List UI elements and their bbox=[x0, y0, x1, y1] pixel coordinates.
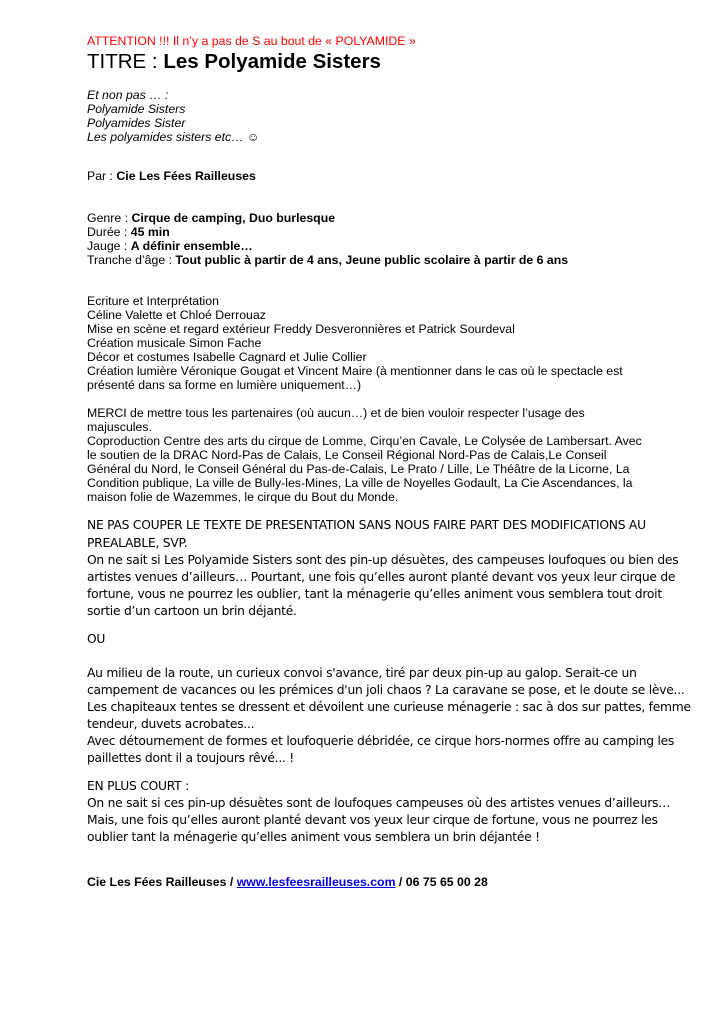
warning-note: ATTENTION !!! Il n’y a pas de S au bout de « POLYAMIDE » bbox=[87, 34, 416, 48]
by-label: Par : bbox=[87, 169, 117, 183]
duree-line bbox=[87, 225, 170, 239]
partners-line: le soutien de la DRAC Nord-Pas de Calais, Le Conseil Régional Nord-Pas de Calais,Le Conseil bbox=[87, 448, 607, 462]
short-line: oublier tant la ménagerie qu’elles animent vous semblera un brin déjantée ! bbox=[87, 830, 540, 844]
duree-label: Durée : bbox=[87, 225, 131, 239]
website-link[interactable]: www.lesfeesrailleuses.com bbox=[236, 875, 396, 889]
not-variants-intro: Et non pas … : bbox=[87, 88, 169, 102]
genre-label: Genre : bbox=[87, 211, 132, 225]
partners-line: maison folie de Wazemmes, le cirque du Bout du Monde. bbox=[87, 490, 399, 504]
genre-value: Cirque de camping, Duo burlesque bbox=[131, 211, 336, 225]
tranche-label: Tranche d’âge : bbox=[87, 253, 176, 267]
duree-value: 45 min bbox=[130, 225, 170, 239]
partners-line: majuscules. bbox=[87, 420, 152, 434]
credit-line: Ecriture et Interprétation bbox=[87, 294, 219, 308]
alternative-line: tendeur, duvets acrobates... bbox=[87, 717, 255, 731]
footer-phone: / 06 75 65 00 28 bbox=[395, 875, 488, 889]
alternative-line: Au milieu de la route, un curieux convoi s'avance, tiré par deux pin-up au galop. Serait-ce un bbox=[87, 666, 637, 680]
partners-line: Général du Nord, le Conseil Général du Pas-de-Calais, Le Prato / Lille, Le Théâtre de la Licorne, La bbox=[87, 462, 630, 476]
presentation-line: NE PAS COUPER LE TEXTE DE PRESENTATION SANS NOUS FAIRE PART DES MODIFICATIONS AU bbox=[87, 518, 646, 532]
short-heading: EN PLUS COURT : bbox=[87, 779, 189, 793]
footer-contact bbox=[87, 875, 488, 889]
jauge-label: Jauge : bbox=[87, 239, 131, 253]
jauge-value: A définir ensemble… bbox=[130, 239, 253, 253]
credit-line: Création lumière Véronique Gougat et Vincent Maire (à mentionner dans le cas où le spectacle est bbox=[87, 364, 623, 378]
alternative-line: campement de vacances ou les prémices d'un joli chaos ? La caravane se pose, et le doute se lève... bbox=[87, 683, 685, 697]
alternative-line: Les chapiteaux tentes se dressent et dévoilent une curieuse ménagerie : sac à dos sur pattes, femme bbox=[87, 700, 691, 714]
short-line: On ne sait si ces pin-up désuètes sont de loufoques campeuses où des artistes venues d’ailleurs… bbox=[87, 796, 671, 810]
credit-line: Mise en scène et regard extérieur Freddy Desveronnières et Patrick Sourdeval bbox=[87, 322, 515, 336]
partners-line: Coproduction Centre des arts du cirque de Lomme, Cirqu’en Cavale, Le Colysée de Lambersart. Avec bbox=[87, 434, 642, 448]
presentation-line: fortune, vous ne pourrez les oublier, tant la ménagerie qu’elles animent vous semblera tout droit bbox=[87, 587, 662, 601]
short-line: Mais, une fois qu’elles auront planté devant vos yeux leur cirque de fortune, vous ne pourrez les bbox=[87, 813, 658, 827]
not-variant-3: Les polyamides sisters etc… ☺ bbox=[87, 130, 260, 144]
presentation-line: PREALABLE, SVP. bbox=[87, 536, 188, 550]
credit-line: présenté dans sa forme en lumière uniquement…) bbox=[87, 378, 362, 392]
credit-line: Céline Valette et Chloé Derrouaz bbox=[87, 308, 266, 322]
partners-line: MERCI de mettre tous les partenaires (où aucun…) et de bien vouloir respecter l’usage des bbox=[87, 406, 585, 420]
not-variant-2: Polyamides Sister bbox=[87, 116, 186, 130]
alternative-line: Avec détournement de formes et loufoquerie débridée, ce cirque hors-normes offre au camping les bbox=[87, 734, 675, 748]
jauge-line bbox=[87, 239, 253, 253]
footer-company: Cie Les Fées Railleuses / bbox=[87, 875, 237, 889]
partners-line: Condition publique, La ville de Bully-les-Mines, La ville de Noyelles Godault, La Cie Ascendances, la bbox=[87, 476, 633, 490]
tranche-line bbox=[87, 253, 568, 267]
tranche-value: Tout public à partir de 4 ans, Jeune public scolaire à partir de 6 ans bbox=[175, 253, 569, 267]
presentation-line: artistes venues d’ailleurs… Pourtant, une fois qu’elles auront planté devant vos yeux leur cirque de bbox=[87, 570, 676, 584]
credit-line: Création musicale Simon Fache bbox=[87, 336, 262, 350]
ou-separator: OU bbox=[87, 632, 106, 646]
not-variant-1: Polyamide Sisters bbox=[87, 102, 186, 116]
credit-line: Décor et costumes Isabelle Cagnard et Julie Collier bbox=[87, 350, 367, 364]
alternative-line: paillettes dont il a toujours rêvé... ! bbox=[87, 751, 294, 765]
presentation-line: On ne sait si Les Polyamide Sisters sont des pin-up désuètes, des campeuses loufoques ou bien des bbox=[87, 553, 679, 567]
title-prefix: TITRE : bbox=[87, 50, 164, 73]
presentation-line: sortie d’un cartoon un brin déjanté. bbox=[87, 604, 297, 618]
page-title bbox=[87, 50, 381, 74]
by-value: Cie Les Fées Railleuses bbox=[116, 169, 256, 183]
title-name: Les Polyamide Sisters bbox=[163, 50, 381, 73]
company-line bbox=[87, 169, 256, 183]
genre-line bbox=[87, 211, 335, 225]
